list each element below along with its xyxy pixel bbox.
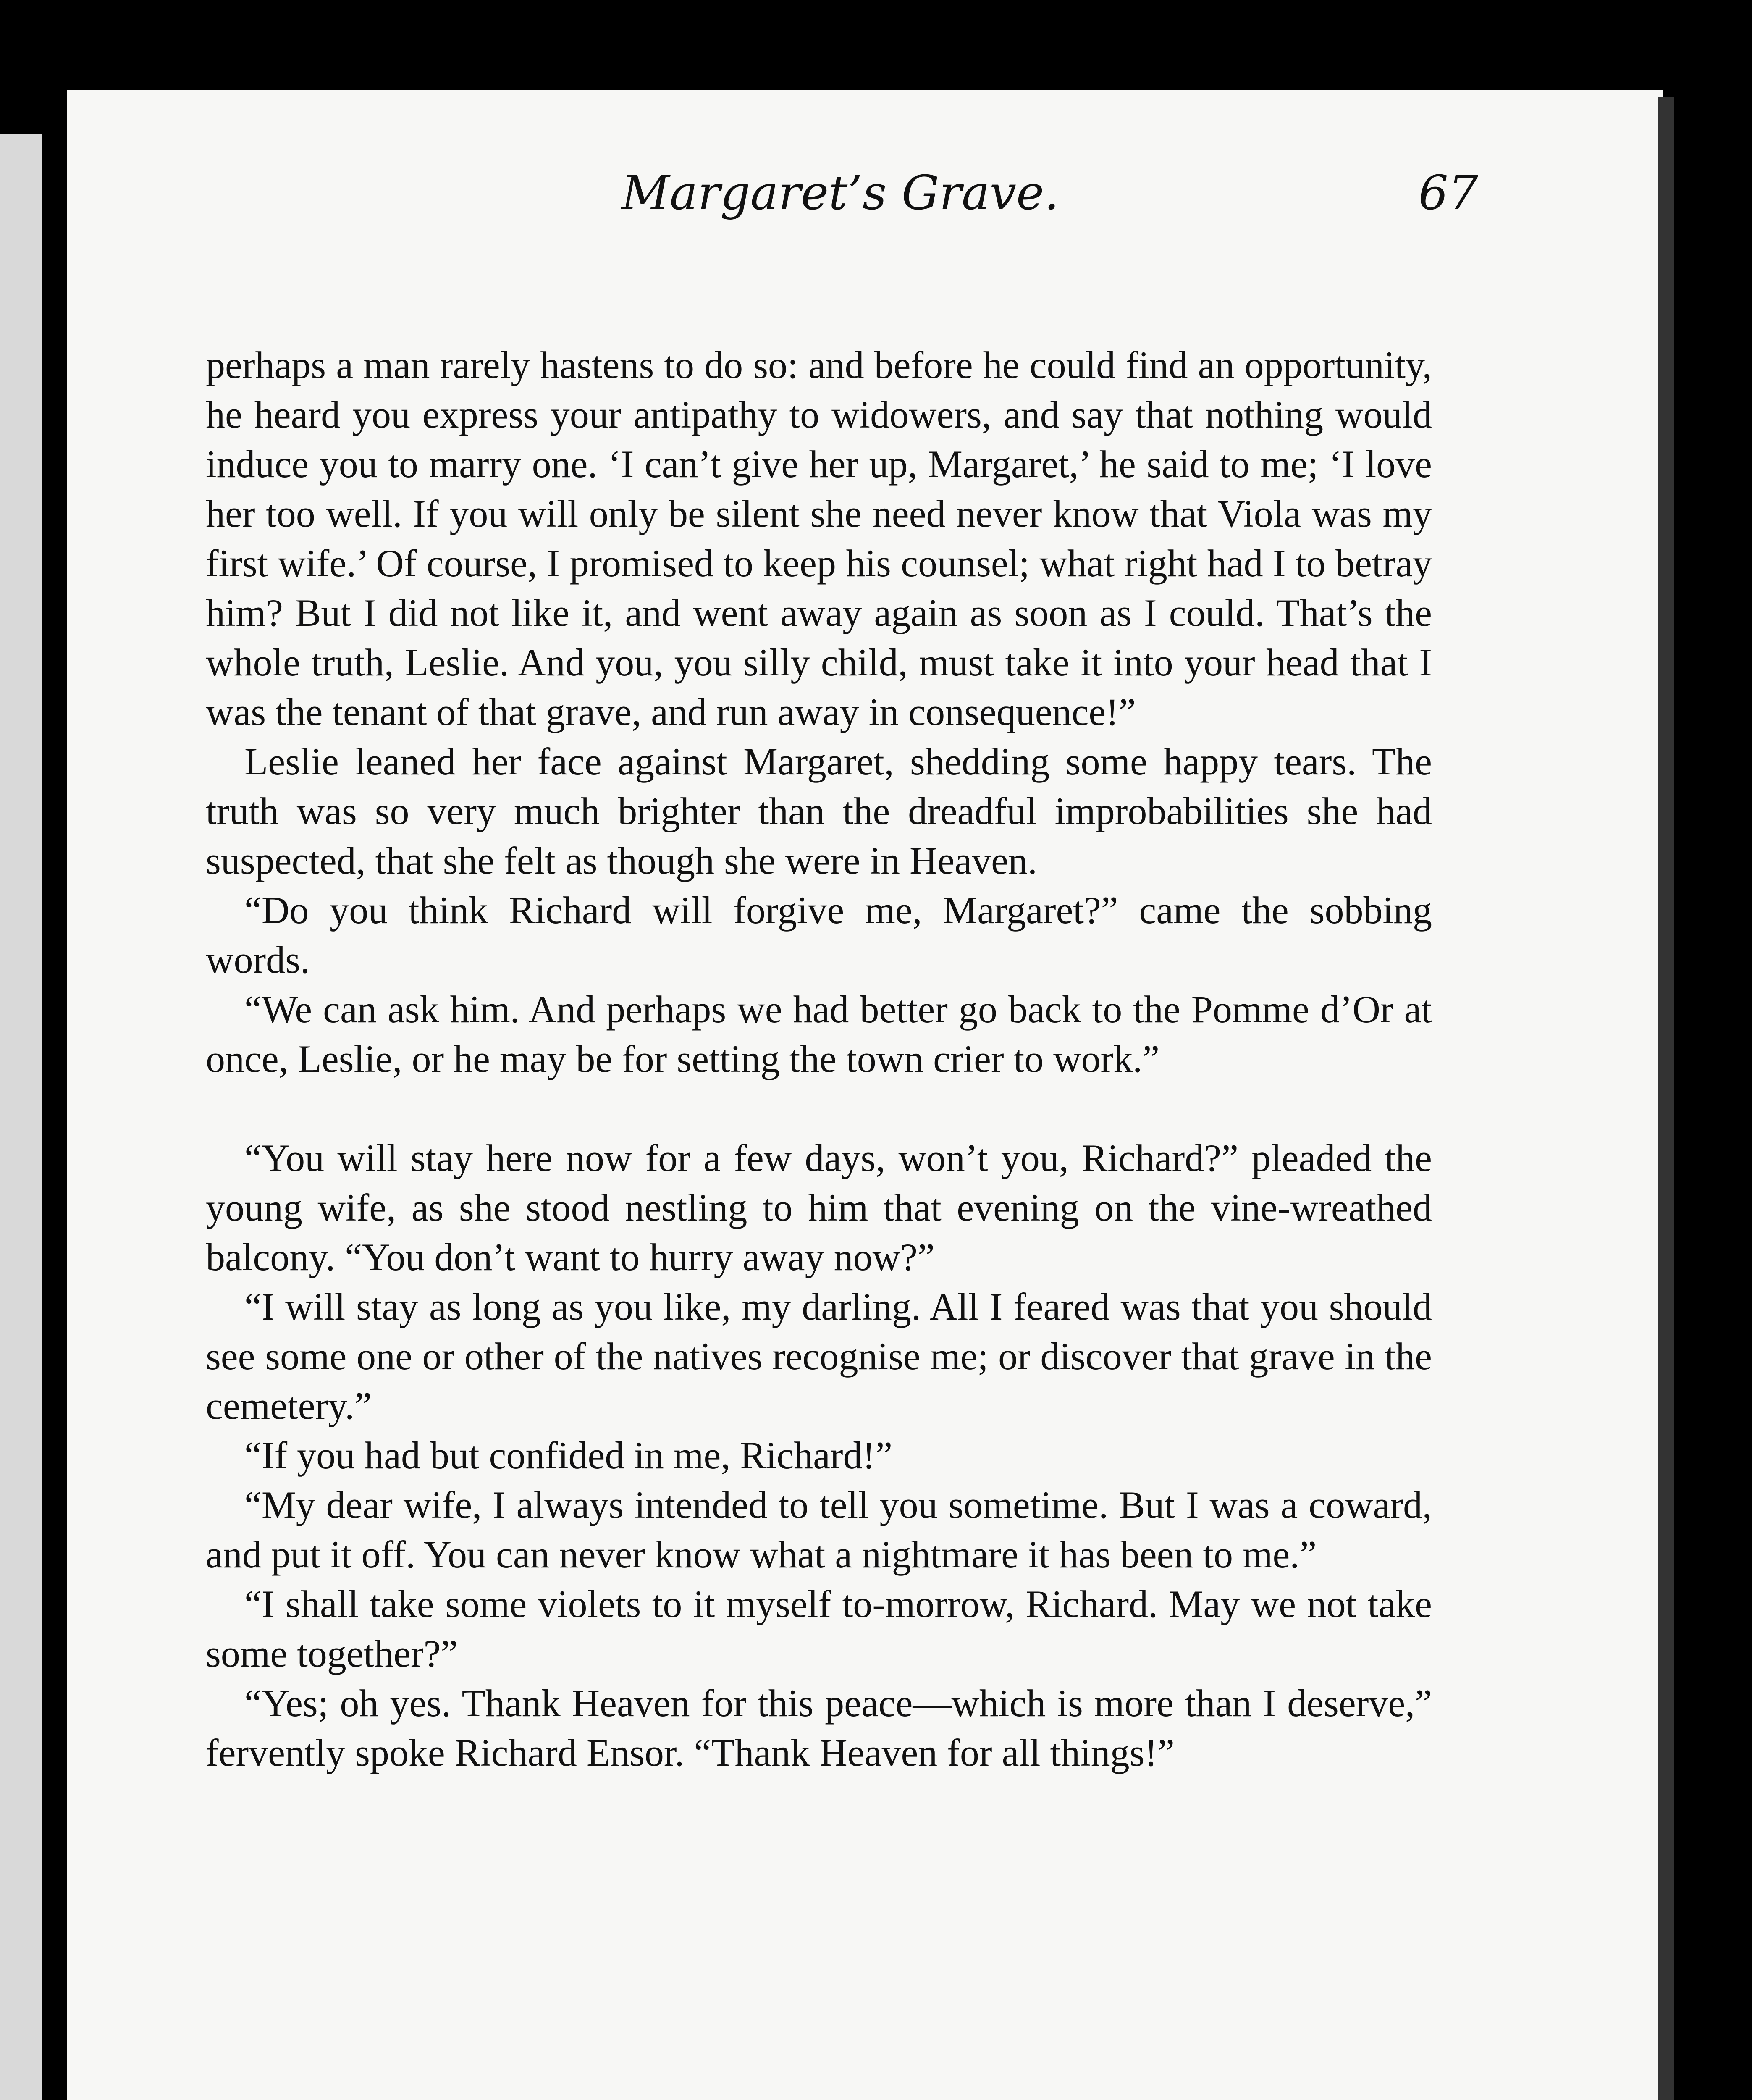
paragraph: “Do you think Richard will forgive me, Margaret?” came the sobbing words.	[206, 889, 1432, 981]
paragraph: “My dear wife, I always intended to tell you sometime. But I was a coward, and put it off. You can never know what a nightmare it has been to me.”	[206, 1483, 1432, 1576]
body-text	[206, 340, 1432, 1777]
paragraph: perhaps a man rarely hastens to do so: and before he could find an opportunity, he heard you express your antipathy to widowers, and say that nothing would induce you to marry one. ‘I can’t give her up, Margaret,’ he said to me; ‘I love her too well. If you will only be silent she need never know that Viola was my first wife.’ Of course, I promised to keep his counsel; what right had I to betray him? But I did not like it, and went away again as soon as I could. That’s the whole truth, Leslie. And you, you silly child, must take it into your head that I was the tenant of that grave, and run away in consequence!”	[206, 344, 1432, 733]
page-number: 67	[1418, 166, 1478, 220]
paragraph: “Yes; oh yes. Thank Heaven for this peace—which is more than I deserve,” fervently spoke Richard Ensor. “Thank Heaven for all things!”	[206, 1682, 1432, 1774]
page-right-edge-shadow	[1658, 97, 1674, 2100]
paragraph: “If you had but confided in me, Richard!”	[244, 1434, 893, 1477]
paragraph: “I shall take some violets to it myself to-morrow, Richard. May we not take some together?”	[206, 1583, 1432, 1675]
adjacent-page-edge	[0, 134, 42, 2100]
page-header	[622, 166, 1478, 250]
paragraph: “You will stay here now for a few days, won’t you, Richard?” pleaded the young wife, as she stood nestling to him that evening on the vine-wreathed balcony. “You don’t want to hurry away now?”	[206, 1137, 1432, 1278]
paragraph: Leslie leaned her face against Margaret, shedding some happy tears. The truth was so very much brighter than the dreadful improbabilities she had suspected, that she felt as though she were in Heaven.	[206, 740, 1432, 882]
paragraph: “I will stay as long as you like, my darling. All I feared was that you should see some one or other of the natives recognise me; or discover that grave in the cemetery.”	[206, 1285, 1432, 1427]
running-title: Margaret’s Grave.	[622, 166, 1059, 220]
paragraph: “We can ask him. And perhaps we had better go back to the Pomme d’Or at once, Leslie, or he may be for setting the town crier to work.”	[206, 988, 1432, 1080]
